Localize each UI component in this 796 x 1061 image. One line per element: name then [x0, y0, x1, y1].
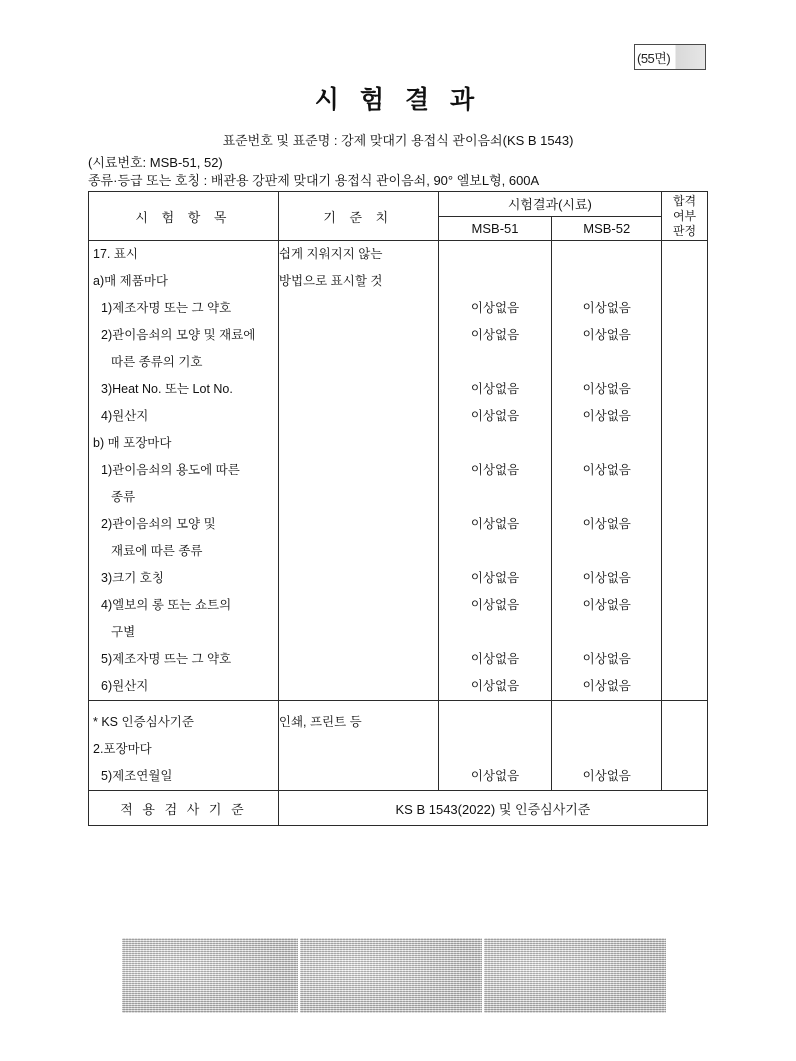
result-line [552, 349, 661, 376]
type-grade-line: 종류·등급 또는 호칭 : 배관용 강판제 맞대기 용접식 관이음쇠, 90° 엘보L형, 600A [88, 173, 540, 188]
item-line: 1)관이음쇠의 용도에 따른 [101, 463, 240, 477]
cell-judgement-section1 [662, 241, 708, 701]
applied-standard-value: KS B 1543(2022) 및 인증심사기준 [278, 791, 707, 826]
item-line: 6)원산지 [101, 679, 149, 693]
item-line: 2)관이음쇠의 모양 및 재료에 [101, 328, 256, 342]
result-line: 이상없음 [582, 679, 631, 693]
item-line: 재료에 따른 종류 [111, 544, 203, 558]
item-line: 3)크기 호칭 [101, 571, 164, 585]
result-line [552, 538, 661, 565]
header-judgement [662, 192, 708, 241]
item-line: 구별 [111, 625, 136, 639]
result-line [552, 241, 661, 268]
result-line: 이상없음 [470, 652, 520, 666]
header-judgement-line2: 여부 [672, 208, 697, 223]
header-judgement-line1: 합격 [672, 193, 697, 208]
header-result-msb52: MSB-52 [552, 216, 662, 241]
result-line [552, 736, 661, 763]
result-line: 이상없음 [470, 571, 520, 585]
result-line [552, 268, 661, 295]
standard-line-1: 쉽게 지워지지 않는 [278, 247, 383, 261]
standard-line-1: 인쇄, 프린트 등 [278, 715, 362, 729]
result-line: 이상없음 [582, 652, 631, 666]
result-line [439, 430, 552, 457]
item-line: 3)Heat No. 또는 Lot No. [101, 382, 233, 396]
item-line: 4)원산지 [101, 409, 149, 423]
item-line: 종류 [111, 490, 136, 504]
result-line [552, 619, 661, 646]
cell-result-msb51-section2 [438, 701, 552, 791]
result-line: 이상없음 [470, 517, 520, 531]
header-result-group: 시험결과(시료) [438, 192, 661, 217]
cell-items-section1 [89, 241, 279, 701]
result-line [439, 538, 552, 565]
scan-artifact-center [300, 938, 482, 1013]
result-line [439, 619, 552, 646]
result-line [439, 709, 552, 736]
item-line: * KS 인증심사기준 [93, 715, 194, 729]
scan-artifact-left [122, 938, 298, 1013]
test-result-table [88, 191, 708, 826]
result-line [439, 268, 552, 295]
result-line [439, 484, 552, 511]
result-line: 이상없음 [582, 301, 631, 315]
cell-result-msb52-section1 [552, 241, 662, 701]
item-line: 2)관이음쇠의 모양 및 [101, 517, 216, 531]
result-line: 이상없음 [470, 328, 520, 342]
result-line: 이상없음 [582, 328, 631, 342]
page-number-box [634, 44, 706, 70]
result-line: 이상없음 [582, 598, 631, 612]
table-row [89, 701, 708, 791]
item-line: 5)제조자명 뜨는 그 약호 [101, 652, 232, 666]
page-number-label: (55면) [637, 51, 671, 66]
item-line: 5)제조연월일 [101, 769, 173, 783]
sample-number-line: (시료번호: MSB-51, 52) [88, 155, 223, 170]
applied-standard-label: 적 용 검 사 기 준 [89, 791, 279, 826]
result-line [552, 430, 661, 457]
result-line: 이상없음 [470, 301, 520, 315]
cell-standard-section1 [278, 241, 438, 701]
result-line: 이상없음 [582, 463, 631, 477]
item-line: 4)엘보의 롱 또는 쇼트의 [101, 598, 232, 612]
page-title: 시 험 결 과 [314, 86, 482, 114]
header-item: 시 험 항 목 [89, 192, 279, 241]
result-line: 이상없음 [470, 463, 520, 477]
item-line: 2.포장마다 [93, 742, 152, 756]
result-line: 이상없음 [470, 769, 520, 783]
item-line: b) 매 포장마다 [93, 436, 172, 450]
standard-line-2: 방법으로 표시할 것 [278, 274, 383, 288]
result-line: 이상없음 [582, 769, 631, 783]
result-line: 이상없음 [470, 382, 520, 396]
result-line [439, 241, 552, 268]
cell-result-msb52-section2 [552, 701, 662, 791]
cell-standard-section2 [278, 701, 438, 791]
table-header-row-1 [89, 192, 708, 217]
item-line: 1)제조자명 또는 그 약호 [101, 301, 232, 315]
result-line [552, 709, 661, 736]
scan-artifact-right [484, 938, 666, 1013]
item-line: a)매 제품마다 [93, 274, 168, 288]
result-line: 이상없음 [582, 517, 631, 531]
result-line: 이상없음 [582, 382, 631, 396]
header-result-msb51: MSB-51 [438, 216, 552, 241]
result-line: 이상없음 [470, 679, 520, 693]
result-line: 이상없음 [470, 598, 520, 612]
result-line: 이상없음 [582, 571, 631, 585]
table-footer-row [89, 791, 708, 826]
standard-line: 표준번호 및 표준명 : 강제 맞대기 용접식 관이음쇠(KS B 1543) [222, 133, 574, 148]
table-row [89, 241, 708, 701]
header-standard: 기 준 치 [278, 192, 438, 241]
header-judgement-line3: 판정 [672, 223, 697, 238]
result-line: 이상없음 [582, 409, 631, 423]
cell-result-msb51-section1 [438, 241, 552, 701]
result-line [439, 736, 552, 763]
item-line: 따른 종류의 기호 [111, 355, 203, 369]
result-line [439, 349, 552, 376]
result-line [552, 484, 661, 511]
cell-items-section2 [89, 701, 279, 791]
cell-judgement-section2 [662, 701, 708, 791]
result-line: 이상없음 [470, 409, 520, 423]
item-line: 17. 표시 [93, 247, 138, 261]
